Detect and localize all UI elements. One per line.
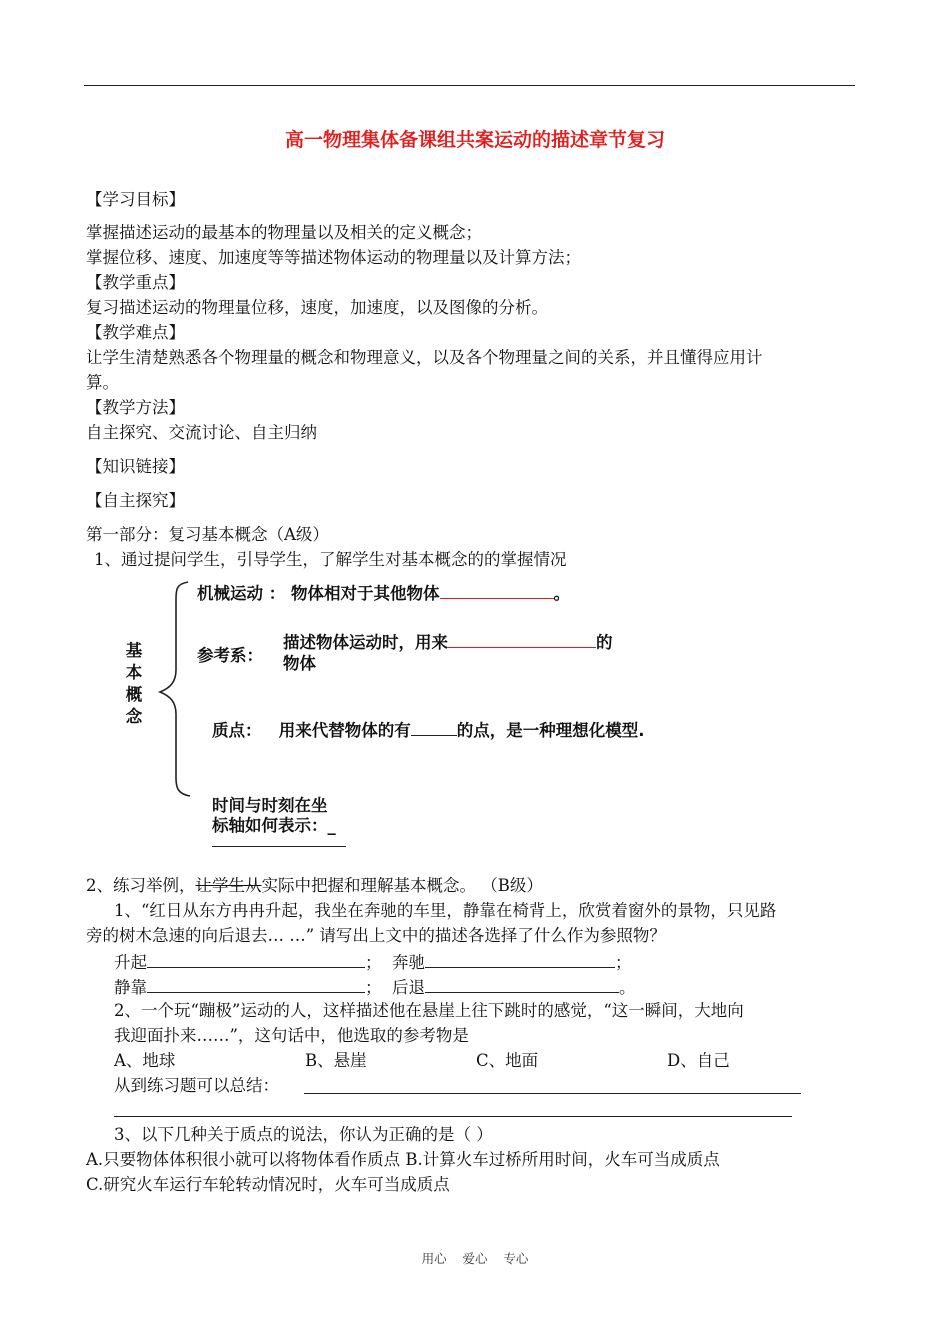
- concept-particle: [212, 717, 645, 741]
- word-back: 后退: [392, 978, 425, 997]
- difficulty-line-2: 算。: [86, 373, 119, 392]
- diagram-root-label: 基本概念: [125, 641, 143, 726]
- answer-blank[interactable]: [425, 975, 619, 993]
- word-lean: 静靠: [114, 978, 147, 997]
- question-2-end: 实际中把握和理解基本概念。 （B级）: [261, 876, 543, 895]
- word-run: 奔驰: [392, 953, 425, 972]
- concept-text-end: 的: [596, 633, 613, 652]
- option-b[interactable]: B、悬崖: [305, 1051, 367, 1070]
- fill-row-2: [114, 975, 636, 999]
- method-heading: 【教学方法】: [86, 398, 185, 417]
- question-2: [86, 875, 543, 897]
- link-heading: 【知识链接】: [86, 457, 185, 476]
- goal-line-2: 掌握位移、速度、加速度等等描述物体运动的物理量以及计算方法；: [86, 248, 581, 267]
- explore-heading: 【自主探究】: [86, 491, 185, 510]
- question-2-start: 2、练习举例，: [86, 876, 196, 895]
- period: 。: [619, 978, 636, 997]
- practice-1-line-1: 1、“红日从东方冉冉升起，我坐在奔驰的车里，静靠在椅背上，欣赏着窗外的景物，只见路: [114, 901, 777, 920]
- part1-heading: 第一部分：复习基本概念（A级）: [86, 525, 329, 544]
- practice-2-line-1: 2、一个玩“蹦极”运动的人，这样描述他在悬崖上往下跳时的感觉，“这一瞬间，大地向: [114, 1001, 744, 1020]
- summary-label: 从到练习题可以总结：: [114, 1076, 279, 1095]
- answer-line[interactable]: [212, 846, 346, 847]
- difficulty-line-1: 让学生清楚熟悉各个物理量的概念和物理意义，以及各个物理量之间的关系，并且懂得应用计: [86, 348, 763, 367]
- summary-line-2[interactable]: [114, 1116, 792, 1117]
- concept-reference-frame: [283, 629, 613, 653]
- top-rule: [84, 85, 855, 86]
- page-title: 高一物理集体备课组共案运动的描述章节复习: [284, 129, 665, 151]
- concept-text-end: 的点，是一种理想化模型.: [456, 721, 645, 740]
- answer-blank[interactable]: [448, 630, 596, 648]
- concept-mechanical-motion: [197, 580, 570, 604]
- concept-label: 机械运动 ：: [197, 584, 286, 603]
- concept-text-end: 。: [553, 584, 570, 603]
- fill-row-1: [114, 950, 632, 974]
- answer-blank[interactable]: [411, 718, 457, 736]
- goal-line-1: 掌握描述运动的最基本的物理量以及相关的定义概念；: [86, 223, 482, 242]
- option-c[interactable]: C、地面: [476, 1051, 539, 1070]
- curly-brace: [150, 578, 200, 800]
- focus-heading: 【教学重点】: [86, 273, 185, 292]
- concept-label: 质点：: [212, 721, 262, 740]
- option-a[interactable]: A、地球: [114, 1051, 176, 1070]
- difficulty-heading: 【教学难点】: [86, 323, 185, 342]
- question-1: 1、通过提问学生，引导学生，了解学生对基本概念的的掌握情况: [94, 550, 567, 569]
- summary-line-1[interactable]: [304, 1093, 801, 1094]
- struck-text: 让学生从: [195, 876, 262, 895]
- practice-1-line-2: 旁的树木急速的向后退去… …” 请写出上文中的描述各选择了什么作为参照物？: [86, 926, 666, 945]
- word-rise: 升起: [114, 953, 147, 972]
- separator: ；: [365, 953, 382, 972]
- method-line-1: 自主探究、交流讨论、自主归纳: [86, 423, 317, 442]
- concept-reference-label: 参考系：: [197, 646, 263, 665]
- practice-2-line-2: 我迎面扑来……”，这句话中，他选取的参考物是: [114, 1026, 469, 1045]
- goal-heading: 【学习目标】: [86, 190, 185, 209]
- concept-text: 用来代替物体的有: [278, 721, 411, 740]
- practice-3: 3、以下几种关于质点的说法，你认为正确的是（ ）: [114, 1125, 493, 1144]
- concept-reference-cont: 物体: [283, 654, 316, 673]
- page-footer: 用心 爱心 专心: [421, 1251, 529, 1266]
- separator: ；: [615, 953, 632, 972]
- concept-time-line2: 标轴如何表示：_: [212, 816, 336, 835]
- answer-blank[interactable]: [147, 975, 365, 993]
- practice-3-option-c: C.研究火车运行车轮转动情况时，火车可当成质点: [86, 1175, 450, 1194]
- concept-time-line1: 时间与时刻在坐: [212, 796, 328, 815]
- option-d[interactable]: D、自己: [667, 1051, 730, 1070]
- answer-blank[interactable]: [147, 950, 365, 968]
- concept-text: 物体相对于其他物体: [291, 584, 440, 603]
- practice-3-options-ab: A.只要物体体积很小就可以将物体看作质点 B.计算火车过桥所用时间，火车可当成质点: [86, 1150, 720, 1169]
- focus-line-1: 复习描述运动的物理量位移，速度，加速度，以及图像的分析。: [86, 298, 548, 317]
- separator: ；: [365, 978, 382, 997]
- answer-blank[interactable]: [425, 950, 615, 968]
- concept-text: 描述物体运动时，用来: [283, 633, 448, 652]
- answer-blank[interactable]: [440, 581, 554, 599]
